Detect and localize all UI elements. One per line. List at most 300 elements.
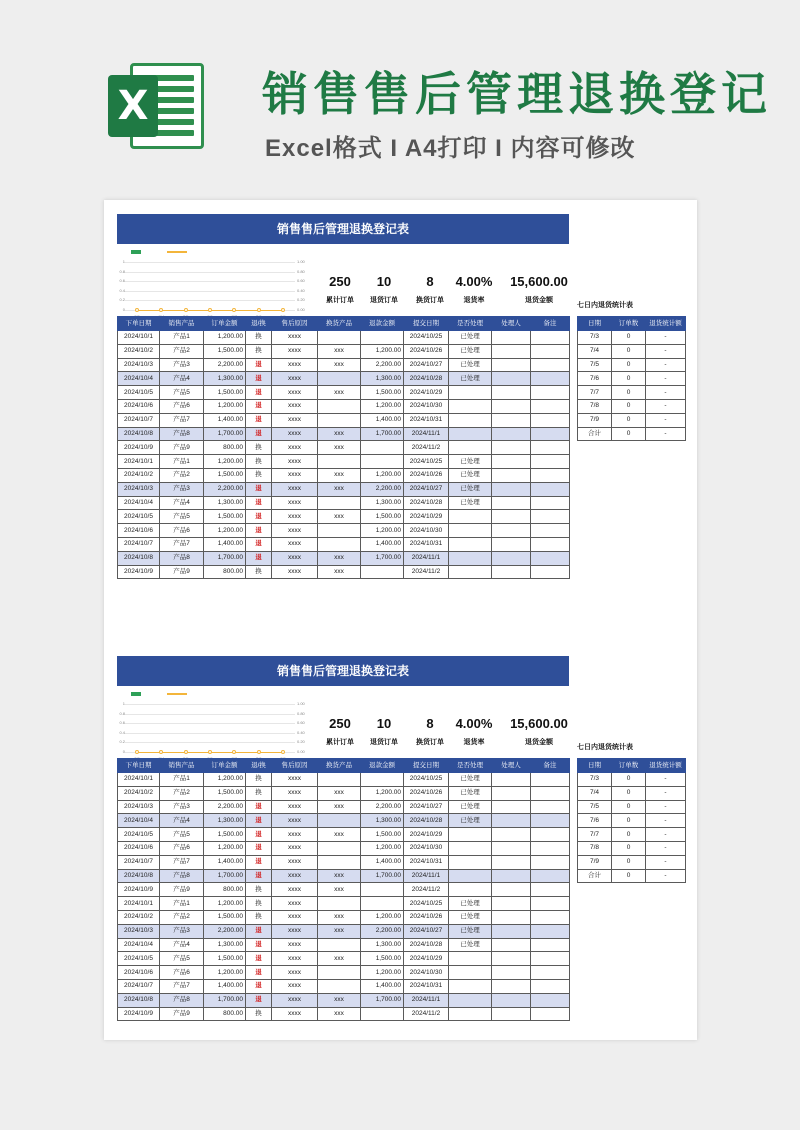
table-cell: 1,500.00 [204, 910, 246, 924]
side-table-cell: - [646, 773, 686, 787]
table-cell: 已处理 [449, 496, 492, 510]
table-cell: xxxx [272, 883, 318, 897]
stat-return-orders: 10 退货订单 [370, 274, 398, 304]
table-cell: 2024/10/30 [404, 399, 449, 413]
table-cell: 退 [246, 828, 272, 842]
chart-y-tick-right: 0.60 [297, 278, 305, 284]
table-cell: 已处理 [449, 455, 492, 469]
table-cell [361, 883, 404, 897]
table-cell: 2024/11/1 [404, 427, 449, 441]
column-header: 订单金额 [204, 759, 246, 773]
table-row [118, 883, 570, 897]
side-table-cell: 0 [612, 358, 646, 372]
table-cell: 退 [246, 938, 272, 952]
chart-point [257, 308, 261, 312]
side-table-cell: - [646, 413, 686, 427]
table-cell [531, 441, 570, 455]
table-cell: xxx [318, 565, 361, 579]
table-cell: 1,200.00 [204, 399, 246, 413]
table-cell: 1,200.00 [361, 399, 404, 413]
table-cell: 2024/10/27 [404, 358, 449, 372]
table-cell [449, 952, 492, 966]
table-cell: 2024/10/2 [118, 786, 160, 800]
table-cell: 退 [246, 427, 272, 441]
chart-point [232, 750, 236, 754]
table-cell: 2024/10/6 [118, 524, 160, 538]
table-cell [492, 966, 531, 980]
table-cell [492, 455, 531, 469]
table-cell: 2024/10/5 [118, 386, 160, 400]
chart-y-tick-left: 0 [122, 749, 125, 754]
table-cell [449, 1007, 492, 1021]
chart-point [232, 308, 236, 312]
table-cell: 退 [246, 399, 272, 413]
chart-point [208, 750, 212, 754]
table-cell: 2024/10/7 [118, 979, 160, 993]
table-cell: 退 [246, 869, 272, 883]
table-cell: 产品5 [160, 510, 204, 524]
table-cell [449, 399, 492, 413]
table-cell [531, 468, 570, 482]
table-row [118, 841, 570, 855]
table-cell: 2024/10/31 [404, 855, 449, 869]
table-cell [531, 938, 570, 952]
table-cell [531, 841, 570, 855]
table-cell: 2024/10/3 [118, 482, 160, 496]
table-cell: 1,400.00 [361, 413, 404, 427]
table-cell: 1,700.00 [204, 551, 246, 565]
column-header: 销售产品 [160, 759, 204, 773]
table-cell [449, 828, 492, 842]
table-cell: 2024/10/7 [118, 855, 160, 869]
table-cell: xxxx [272, 358, 318, 372]
side-table-row [578, 427, 686, 441]
table-cell: 产品6 [160, 399, 204, 413]
table-cell: xxxx [272, 331, 318, 345]
side-column-header: 日期 [578, 759, 612, 773]
chart-y-tick-left: 0.4 [119, 729, 125, 735]
table-cell [449, 386, 492, 400]
chart-legend [131, 249, 251, 255]
table-cell: 退 [246, 413, 272, 427]
table-cell [492, 551, 531, 565]
chart-y-tick-right: 0.40 [297, 729, 305, 735]
table-cell: xxx [318, 924, 361, 938]
table-cell: 已处理 [449, 482, 492, 496]
table-cell [449, 883, 492, 897]
table-cell: 2024/10/6 [118, 841, 160, 855]
side-table-cell: 7/7 [578, 828, 612, 842]
table-cell: 产品7 [160, 979, 204, 993]
table-cell: xxx [318, 883, 361, 897]
side-table-cell: - [646, 344, 686, 358]
table-cell [492, 468, 531, 482]
table-cell: 1,200.00 [204, 773, 246, 787]
table-cell [492, 510, 531, 524]
excel-logo-icon: X [100, 55, 210, 155]
table-cell [492, 427, 531, 441]
table-cell [492, 565, 531, 579]
table-cell: 1,700.00 [361, 551, 404, 565]
table-cell: xxxx [272, 372, 318, 386]
table-cell: 产品8 [160, 427, 204, 441]
chart-y-tick-right: 0.40 [297, 287, 305, 293]
chart-point [159, 308, 163, 312]
table-cell [531, 897, 570, 911]
table-cell [318, 455, 361, 469]
side-table-row [578, 786, 686, 800]
table-cell: 换 [246, 773, 272, 787]
table-cell: xxxx [272, 496, 318, 510]
table-cell: 2024/10/2 [118, 468, 160, 482]
table-cell [492, 344, 531, 358]
table-cell: 产品7 [160, 413, 204, 427]
table-cell: 2024/10/25 [404, 331, 449, 345]
table-cell: xxx [318, 910, 361, 924]
side-table-cell: 合计 [578, 869, 612, 883]
chart-y-tick-right: 0.80 [297, 268, 305, 274]
table-cell: 2024/10/8 [118, 993, 160, 1007]
sheet-copy-2 [117, 656, 685, 1032]
table-cell [531, 551, 570, 565]
table-cell [531, 386, 570, 400]
column-header: 备注 [531, 317, 570, 331]
table-cell: 退 [246, 952, 272, 966]
table-cell: xxx [318, 800, 361, 814]
chart-y-tick-right: 0.20 [297, 297, 305, 303]
table-cell: xxxx [272, 524, 318, 538]
column-header: 销售产品 [160, 317, 204, 331]
table-cell [492, 897, 531, 911]
side-table-row [578, 413, 686, 427]
table-cell [318, 966, 361, 980]
side-table-row [578, 869, 686, 883]
table-cell: 换 [246, 910, 272, 924]
table-cell: 产品3 [160, 800, 204, 814]
side-table-cell: 7/3 [578, 331, 612, 345]
chart-y-tick-left: 0 [122, 307, 125, 312]
table-row [118, 993, 570, 1007]
table-cell: 1,500.00 [204, 786, 246, 800]
chart-gridline [125, 714, 295, 715]
table-cell: 退 [246, 924, 272, 938]
side-table-cell: 0 [612, 828, 646, 842]
table-cell: 已处理 [449, 372, 492, 386]
table-cell: xxxx [272, 828, 318, 842]
side-table-cell: 7/5 [578, 800, 612, 814]
table-cell: 2024/10/31 [404, 413, 449, 427]
side-table-row [578, 344, 686, 358]
chart-point [208, 308, 212, 312]
table-cell: 产品1 [160, 897, 204, 911]
table-cell: 2024/10/4 [118, 814, 160, 828]
table-cell: 800.00 [204, 883, 246, 897]
table-cell [318, 537, 361, 551]
table-cell: 已处理 [449, 938, 492, 952]
side-table-cell: 0 [612, 331, 646, 345]
table-row [118, 344, 570, 358]
table-cell: 2024/10/26 [404, 910, 449, 924]
banner [0, 0, 800, 185]
seven-day-stats-table [577, 316, 686, 441]
chart-y-tick-right: 0.20 [297, 739, 305, 745]
table-cell: 2024/10/28 [404, 496, 449, 510]
table-row [118, 413, 570, 427]
table-cell: 2,200.00 [204, 924, 246, 938]
table-row [118, 773, 570, 787]
legend-swatch-orders [131, 692, 141, 696]
table-row [118, 551, 570, 565]
table-cell [318, 979, 361, 993]
table-cell [531, 773, 570, 787]
table-cell: xxx [318, 952, 361, 966]
column-header: 处理人 [492, 317, 531, 331]
mini-line-chart [117, 258, 309, 324]
table-cell: xxxx [272, 565, 318, 579]
table-cell: 产品5 [160, 386, 204, 400]
side-table-cell: - [646, 841, 686, 855]
chart-y-tick-right: 1.00 [297, 259, 305, 264]
side-table-row [578, 828, 686, 842]
table-cell: 2024/10/4 [118, 496, 160, 510]
table-cell: 换 [246, 455, 272, 469]
table-cell: 2024/10/7 [118, 537, 160, 551]
side-table-cell: 7/8 [578, 399, 612, 413]
table-cell [531, 800, 570, 814]
table-cell [361, 1007, 404, 1021]
table-cell [449, 993, 492, 1007]
table-cell: 1,200.00 [204, 524, 246, 538]
table-cell [449, 413, 492, 427]
table-cell: 2024/10/9 [118, 441, 160, 455]
table-cell: 换 [246, 441, 272, 455]
table-cell [531, 855, 570, 869]
table-cell: 1,500.00 [204, 510, 246, 524]
table-cell: 已处理 [449, 773, 492, 787]
table-cell: 1,300.00 [204, 938, 246, 952]
table-cell [361, 455, 404, 469]
table-cell: 2024/10/9 [118, 883, 160, 897]
table-cell: 2024/10/1 [118, 897, 160, 911]
table-cell: 2024/10/30 [404, 841, 449, 855]
table-cell: 2024/11/2 [404, 883, 449, 897]
side-table-cell: 0 [612, 841, 646, 855]
table-cell: 1,700.00 [361, 869, 404, 883]
table-cell: 1,200.00 [204, 897, 246, 911]
side-table-cell: - [646, 358, 686, 372]
stat-return-orders: 10 退货订单 [370, 716, 398, 746]
table-cell [531, 510, 570, 524]
side-table-row [578, 855, 686, 869]
stat-total-orders: 250 累计订单 [326, 274, 354, 304]
sheet-title-bar: 销售售后管理退换登记表 [117, 656, 569, 686]
table-cell [531, 331, 570, 345]
side-table-cell: - [646, 855, 686, 869]
table-cell: 2024/11/2 [404, 441, 449, 455]
side-table-cell: 0 [612, 413, 646, 427]
table-cell [492, 399, 531, 413]
table-cell [361, 565, 404, 579]
table-cell: 1,500.00 [204, 344, 246, 358]
side-table-row [578, 372, 686, 386]
table-row [118, 427, 570, 441]
table-cell: 2024/10/25 [404, 773, 449, 787]
table-cell: 1,700.00 [361, 993, 404, 1007]
page-subtitle: Excel格式 I A4打印 I 内容可修改 [265, 135, 636, 162]
table-cell: 2,200.00 [361, 358, 404, 372]
table-cell: 已处理 [449, 468, 492, 482]
table-cell: 1,500.00 [361, 386, 404, 400]
table-cell: 产品9 [160, 565, 204, 579]
side-table-cell: 0 [612, 814, 646, 828]
table-cell: xxxx [272, 482, 318, 496]
table-cell [492, 924, 531, 938]
table-cell: 2024/10/27 [404, 924, 449, 938]
table-cell [492, 952, 531, 966]
table-cell: 1,200.00 [361, 786, 404, 800]
chart-y-tick-right: 0.80 [297, 710, 305, 716]
table-cell: xxx [318, 551, 361, 565]
table-row [118, 358, 570, 372]
table-cell: xxx [318, 993, 361, 1007]
table-cell [361, 441, 404, 455]
table-cell: 2024/10/1 [118, 331, 160, 345]
table-cell: 2024/10/25 [404, 897, 449, 911]
mini-line-chart [117, 700, 309, 766]
table-cell [361, 331, 404, 345]
table-cell [318, 331, 361, 345]
table-cell: xxx [318, 482, 361, 496]
legend-swatch-orders [131, 250, 141, 254]
table-cell: xxxx [272, 413, 318, 427]
table-row [118, 565, 570, 579]
side-table-cell: - [646, 828, 686, 842]
table-cell: 产品6 [160, 841, 204, 855]
chart-point [184, 750, 188, 754]
side-table-cell: 7/3 [578, 773, 612, 787]
side-table-cell: - [646, 786, 686, 800]
table-cell [449, 441, 492, 455]
chart-gridline [125, 281, 295, 282]
table-cell [492, 800, 531, 814]
side-table-row [578, 399, 686, 413]
table-cell [449, 855, 492, 869]
table-cell [449, 565, 492, 579]
table-cell: 2024/10/28 [404, 814, 449, 828]
table-cell: 2024/11/2 [404, 565, 449, 579]
side-table-cell: - [646, 814, 686, 828]
table-cell: 退 [246, 800, 272, 814]
column-header: 备注 [531, 759, 570, 773]
table-cell: 2024/11/1 [404, 869, 449, 883]
table-cell [492, 524, 531, 538]
table-cell: xxxx [272, 537, 318, 551]
table-cell: 1,300.00 [361, 814, 404, 828]
table-row [118, 814, 570, 828]
table-row [118, 1007, 570, 1021]
table-cell: 已处理 [449, 786, 492, 800]
chart-y-tick-left: 0.6 [119, 278, 125, 284]
chart-legend [131, 691, 251, 697]
table-cell [318, 496, 361, 510]
table-cell: 产品9 [160, 441, 204, 455]
column-header: 是否处理 [449, 759, 492, 773]
table-cell [492, 841, 531, 855]
table-cell: 2,200.00 [361, 482, 404, 496]
table-cell: 2024/10/2 [118, 910, 160, 924]
chart-y-tick-left: 0.8 [119, 710, 125, 716]
table-cell: 换 [246, 344, 272, 358]
table-cell: 2024/10/2 [118, 344, 160, 358]
table-cell: 2024/10/9 [118, 565, 160, 579]
table-cell [531, 952, 570, 966]
table-cell: xxxx [272, 855, 318, 869]
table-cell: 退 [246, 551, 272, 565]
table-cell: 产品7 [160, 537, 204, 551]
table-cell: 2024/10/26 [404, 344, 449, 358]
table-cell: xxx [318, 358, 361, 372]
table-cell [531, 924, 570, 938]
chart-gridline [125, 300, 295, 301]
chart-y-tick-left: 0.2 [119, 739, 125, 745]
table-row [118, 828, 570, 842]
table-cell: 2024/10/4 [118, 938, 160, 952]
table-cell: 1,500.00 [204, 468, 246, 482]
table-cell [449, 537, 492, 551]
side-table-cell: 0 [612, 427, 646, 441]
table-cell: 退 [246, 841, 272, 855]
table-cell: 1,300.00 [204, 496, 246, 510]
table-row [118, 386, 570, 400]
side-table-cell: 0 [612, 399, 646, 413]
table-cell: 产品6 [160, 966, 204, 980]
table-cell [492, 496, 531, 510]
side-table-caption: 七日内退货统计表 [577, 302, 633, 309]
sheet-copy-1 [117, 214, 685, 590]
table-cell: 已处理 [449, 897, 492, 911]
table-cell: 换 [246, 331, 272, 345]
table-row [118, 855, 570, 869]
side-table-cell: - [646, 869, 686, 883]
column-header: 退/换 [246, 759, 272, 773]
table-cell [449, 869, 492, 883]
table-cell: 2024/10/5 [118, 828, 160, 842]
table-cell: 1,500.00 [361, 828, 404, 842]
table-cell: xxx [318, 344, 361, 358]
table-cell: xxx [318, 786, 361, 800]
column-header: 换货产品 [318, 759, 361, 773]
table-row [118, 537, 570, 551]
table-cell [492, 814, 531, 828]
table-cell: 换 [246, 897, 272, 911]
table-cell [531, 496, 570, 510]
table-cell: xxx [318, 1007, 361, 1021]
table-cell: 2024/10/30 [404, 966, 449, 980]
table-cell: 1,300.00 [361, 938, 404, 952]
table-cell: 2024/10/28 [404, 938, 449, 952]
table-cell: xxxx [272, 814, 318, 828]
side-table-cell: 7/6 [578, 814, 612, 828]
stat-return-rate: 4.00% 退货率 [455, 274, 493, 304]
table-cell: 1,300.00 [204, 372, 246, 386]
table-cell [318, 814, 361, 828]
table-cell: xxx [318, 869, 361, 883]
side-table-row [578, 386, 686, 400]
table-cell: 换 [246, 883, 272, 897]
table-cell [531, 427, 570, 441]
table-cell: 1,200.00 [204, 841, 246, 855]
table-row [118, 910, 570, 924]
